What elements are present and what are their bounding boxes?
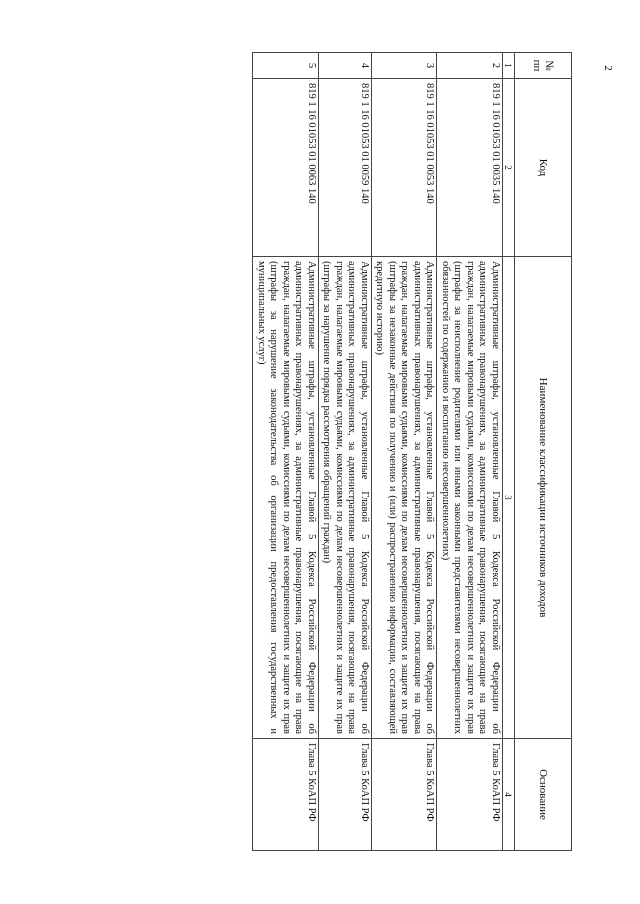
row-name: Административные штрафы, установленные Главой 5 Кодекса Российской Федерации об административных правонарушениях, за административные правонарушения, посягающие на права граждан, налагаемые мировыми судьями, комиссиями по делам несовершеннолетних и защите их прав (штрафы за нарушение порядка рассмотрения обращений граждан) [319,257,372,739]
row-code: 819 1 16 01053 01 0053 140 [372,79,438,257]
row-name: Административные штрафы, установленные Главой 5 Кодекса Российской Федерации об административных правонарушениях, за административные правонарушения, посягающие на права граждан, налагаемые мировыми судьями, комиссиями по делам несовершеннолетних и защите их прав (штрафы за неисполнение родителями или иными законными представителями несовершеннолетних обязанностей по содержанию и воспитанию несовершеннолетних) [437,257,503,739]
row-basis: Глава 5 КоАП РФ [319,739,372,851]
income-classification-table [253,52,573,851]
table-row [253,53,319,851]
row-code: 819 1 16 01053 01 0063 140 [253,79,319,257]
row-number: 5 [253,53,319,79]
column-number: 2 [503,79,515,257]
column-number: 4 [503,739,515,851]
row-number: 2 [437,53,503,79]
row-code: 819 1 16 01053 01 0059 140 [319,79,372,257]
row-name: Административные штрафы, установленные Главой 5 Кодекса Российской Федерации об административных правонарушениях, за административные правонарушения, посягающие на права граждан, налагаемые мировыми судьями, комиссиями по делам несовершеннолетних и защите их прав (штрафы за незаконные действия по получению и (или) распространению информации, составляющей кредитную историю) [372,257,438,739]
column-number: 1 [503,53,515,79]
row-basis: Глава 5 КоАП РФ [372,739,438,851]
row-basis: Глава 5 КоАП РФ [437,739,503,851]
header-name: Наименование классификации источников доходов [515,257,572,739]
row-name: Административные штрафы, установленные Главой 5 Кодекса Российской Федерации об административных правонарушениях, за административные правонарушения, посягающие на права граждан, налагаемые мировыми судьями, комиссиями по делам несовершеннолетних и защите их прав (штрафы за нарушение законодательства об организации предоставления государственных и муниципальных услуг) [253,257,319,739]
table-header-row [515,53,572,851]
row-number: 4 [319,53,372,79]
rotated-sheet [94,52,572,850]
row-number: 3 [372,53,438,79]
header-code: Код [515,79,572,257]
page-number: 2 [601,65,614,71]
row-code: 819 1 16 01053 01 0035 140 [437,79,503,257]
column-number: 3 [503,257,515,739]
header-basis: Основание [515,739,572,851]
table-row [372,53,438,851]
header-num: № пп [515,53,572,79]
table-row [319,53,372,851]
column-number-row [503,53,515,851]
table-row [437,53,503,851]
row-basis: Глава 5 КоАП РФ [253,739,319,851]
